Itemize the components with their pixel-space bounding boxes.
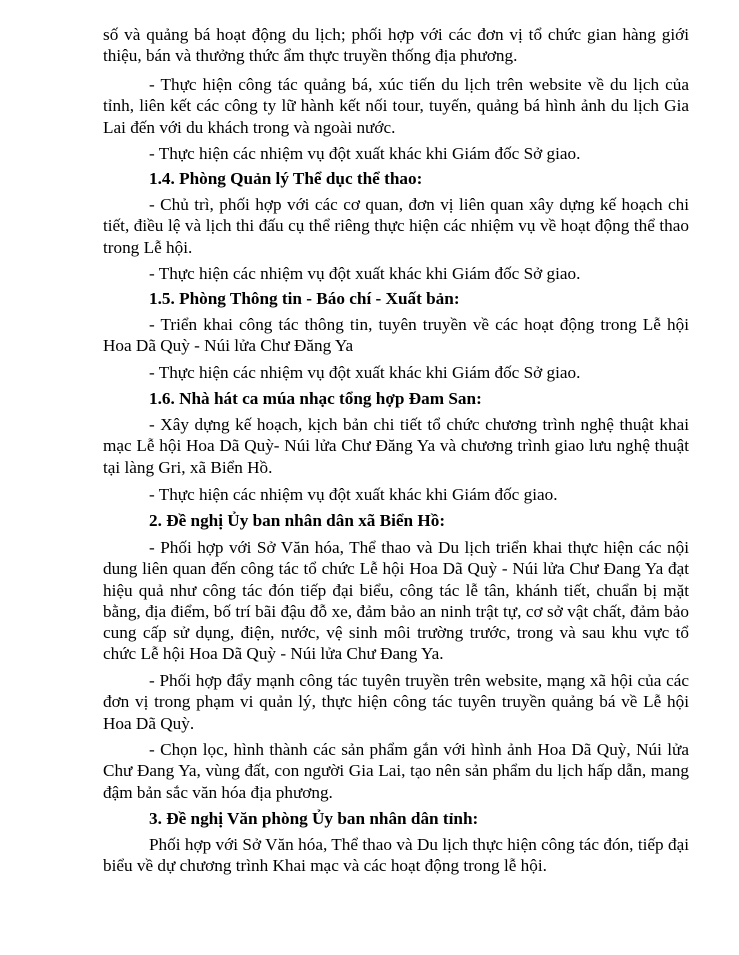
paragraph-ad-hoc-tasks: - Thực hiện các nhiệm vụ đột xuất khác khi Giám đốc giao. xyxy=(149,485,558,504)
paragraph-ad-hoc-tasks: - Thực hiện các nhiệm vụ đột xuất khác khi Giám đốc Sở giao. xyxy=(149,363,581,382)
heading-2-bien-ho-commune: 2. Đề nghị Ủy ban nhân dân xã Biển Hồ: xyxy=(149,511,446,530)
paragraph-guest-reception: Phối hợp với Sở Văn hóa, Thể thao và Du lịch thực hiện công tác đón, tiếp đại biểu về dự chương trình Khai mạc và các hoạt động trong lễ hội. xyxy=(103,835,689,876)
paragraph-continuation: số và quảng bá hoạt động du lịch; phối hợp với các đơn vị tổ chức gian hàng giới thiệu, bán và thưởng thức ẩm thực truyền thống địa phương. xyxy=(103,25,689,66)
paragraph-art-program: - Xây dựng kế hoạch, kịch bản chi tiết tổ chức chương trình nghệ thuật khai mạc Lễ hội Hoa Dã Quỳ- Núi lửa Chư Đăng Ya và chương trình giao lưu nghệ thuật tại làng Gri, xã Biển Hồ. xyxy=(103,415,689,477)
paragraph-festival-coordination: - Phối hợp với Sở Văn hóa, Thể thao và Du lịch triển khai thực hiện các nội dung liên quan đến công tác tổ chức Lễ hội Hoa Dã Quỳ - Núi lửa Chư Đang Ya đạt hiệu quả như công tác đón tiếp đại biểu, công tác lễ tân, khánh tiết, chuẩn bị mặt bằng, địa điểm, bố trí bãi đậu đỗ xe, đảm bảo an ninh trật tự, cơ sở vật chất, đảm bảo cung cấp sử dụng, điện, nước, vệ sinh môi trường trước, trong và sau khu vực tổ chức Lễ hội Hoa Dã Quỳ - Núi lửa Chư Đang Ya. xyxy=(103,538,689,664)
paragraph-promotion-website: - Thực hiện công tác quảng bá, xúc tiến du lịch trên website về du lịch của tỉnh, liên kết các công ty lữ hành kết nối tour, tuyến, quảng bá hình ảnh du lịch Gia Lai đến với du khách trong và ngoài nước. xyxy=(103,75,689,137)
heading-3-provincial-office: 3. Đề nghị Văn phòng Ủy ban nhân dân tỉnh: xyxy=(149,809,479,828)
paragraph-information-campaign: - Triển khai công tác thông tin, tuyên truyền về các hoạt động trong Lễ hội Hoa Dã Quỳ - Núi lửa Chư Đăng Ya xyxy=(103,315,689,356)
paragraph-sports-plan: - Chủ trì, phối hợp với các cơ quan, đơn vị liên quan xây dựng kế hoạch chi tiết, điều lệ và lịch thi đấu cụ thể riêng thực hiện các nhiệm vụ về hoạt động thể thao trong Lễ hội. xyxy=(103,195,689,257)
paragraph-ad-hoc-tasks: - Thực hiện các nhiệm vụ đột xuất khác khi Giám đốc Sở giao. xyxy=(149,264,581,283)
heading-1-6-dam-san-theatre: 1.6. Nhà hát ca múa nhạc tổng hợp Đam San: xyxy=(149,389,482,408)
heading-1-5-information-dept: 1.5. Phòng Thông tin - Báo chí - Xuất bản: xyxy=(149,289,460,308)
heading-1-4-sports-dept: 1.4. Phòng Quản lý Thể dục thể thao: xyxy=(149,169,423,188)
paragraph-tourism-products: - Chọn lọc, hình thành các sản phẩm gắn với hình ảnh Hoa Dã Quỳ, Núi lửa Chư Đang Ya, vùng đất, con người Gia Lai, tạo nên sản phẩm du lịch hấp dẫn, mang đậm bản sắc văn hóa địa phương. xyxy=(103,740,689,802)
paragraph-ad-hoc-tasks: - Thực hiện các nhiệm vụ đột xuất khác khi Giám đốc Sở giao. xyxy=(149,144,581,163)
paragraph-media-promotion: - Phối hợp đẩy mạnh công tác tuyên truyền trên website, mạng xã hội của các đơn vị trong phạm vi quản lý, thực hiện công tác tuyên truyền quảng bá về Lễ hội Hoa Dã Quỳ. xyxy=(103,671,689,733)
